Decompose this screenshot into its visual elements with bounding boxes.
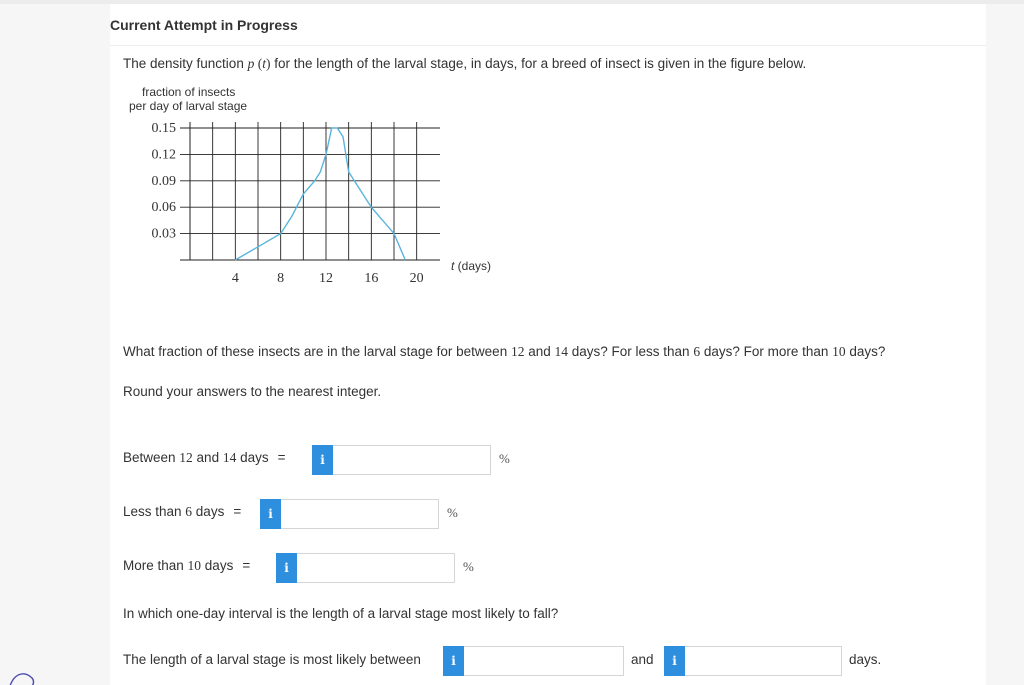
- grid-layer: [180, 122, 440, 260]
- q-part1: What fraction of these insects are in the larval stage for between: [123, 344, 511, 359]
- x-tick-label: 12: [319, 271, 333, 286]
- answer-label-12-14: [123, 450, 286, 466]
- row2-equals: =: [233, 504, 242, 519]
- y-tick-label: 0.12: [151, 147, 176, 163]
- y-tick-label: 0.03: [151, 226, 176, 242]
- q-num-10: 10: [832, 344, 846, 359]
- row3-after: days: [201, 558, 234, 573]
- intro-before: The density function: [123, 56, 248, 71]
- interval-start-input[interactable]: [464, 646, 624, 676]
- q-and: and: [524, 344, 555, 359]
- row3-equals: =: [242, 558, 251, 573]
- question-text: [123, 344, 885, 360]
- func-name: p: [247, 56, 255, 71]
- info-icon[interactable]: i: [443, 646, 464, 676]
- q-num-14: 14: [554, 344, 568, 359]
- answer-input-less-6[interactable]: [281, 499, 439, 529]
- x-axis-var: t: [451, 259, 455, 273]
- row2-after: days: [192, 504, 225, 519]
- func-paren-open: (: [254, 56, 263, 71]
- func-paren-close: ): [265, 56, 271, 71]
- func-variable: t: [262, 56, 266, 71]
- attempt-header: [110, 4, 986, 46]
- x-axis-unit: (days): [454, 259, 492, 273]
- y-tick-label: 0.09: [151, 173, 176, 189]
- q-part2: days? For less than: [568, 344, 694, 359]
- x-tick-label: 4: [231, 271, 239, 286]
- answer-label-more-10: [123, 558, 250, 574]
- answer-input-12-14[interactable]: [333, 445, 491, 475]
- pencil-icon[interactable]: [8, 668, 38, 685]
- intro-after: for the length of the larval stage, in days, for a breed of insect is given in the figure below.: [270, 56, 807, 71]
- row1-num-b: 14: [222, 450, 237, 465]
- days-unit: days.: [849, 652, 882, 667]
- x-tick-label: 16: [364, 271, 379, 286]
- q-part3: days? For more than: [700, 344, 833, 359]
- x-tick-label: 20: [409, 271, 424, 286]
- question-intro: [123, 56, 806, 72]
- row2-before: Less than: [123, 504, 186, 519]
- and-label: and: [631, 652, 654, 667]
- y-tick-label: 0.15: [151, 121, 176, 136]
- question-panel: [110, 4, 986, 685]
- density-curve: [235, 128, 405, 260]
- y-tick-label: 0.06: [151, 200, 176, 216]
- row1-num-a: 12: [179, 450, 193, 465]
- answer-label-less-6: [123, 504, 241, 520]
- row3-before: More than: [123, 558, 188, 573]
- x-tick-label: 8: [277, 271, 285, 286]
- row1-equals: =: [277, 450, 286, 465]
- q-part4: days?: [845, 344, 886, 359]
- interval-end-input[interactable]: [685, 646, 842, 676]
- attempt-title: Current Attempt in Progress: [110, 17, 298, 33]
- density-chart: [124, 84, 524, 294]
- percent-unit: %: [499, 451, 510, 466]
- tick-label-layer: [152, 121, 424, 286]
- q-num-12: 12: [510, 344, 525, 359]
- round-note: Round your answers to the nearest integer.: [123, 384, 382, 399]
- answer-input-more-10[interactable]: [297, 553, 455, 583]
- row3-num: 10: [187, 558, 202, 573]
- answer-label-interval: The length of a larval stage is most likely between: [123, 652, 421, 667]
- interval-question: In which one-day interval is the length of a larval stage most likely to fall?: [123, 606, 559, 621]
- row1-after: days: [236, 450, 269, 465]
- x-axis-label: [451, 259, 491, 273]
- row1-mid: and: [192, 450, 223, 465]
- y-axis-label-line2: per day of larval stage: [129, 99, 248, 113]
- percent-unit: %: [447, 505, 458, 520]
- percent-unit: %: [463, 559, 474, 574]
- info-icon[interactable]: i: [664, 646, 685, 676]
- info-icon[interactable]: i: [276, 553, 297, 583]
- q-num-6: 6: [693, 344, 701, 359]
- info-icon[interactable]: i: [312, 445, 333, 475]
- row1-before: Between: [123, 450, 180, 465]
- info-icon[interactable]: i: [260, 499, 281, 529]
- row2-num: 6: [185, 504, 193, 519]
- y-axis-label-line1: fraction of insects: [142, 85, 236, 99]
